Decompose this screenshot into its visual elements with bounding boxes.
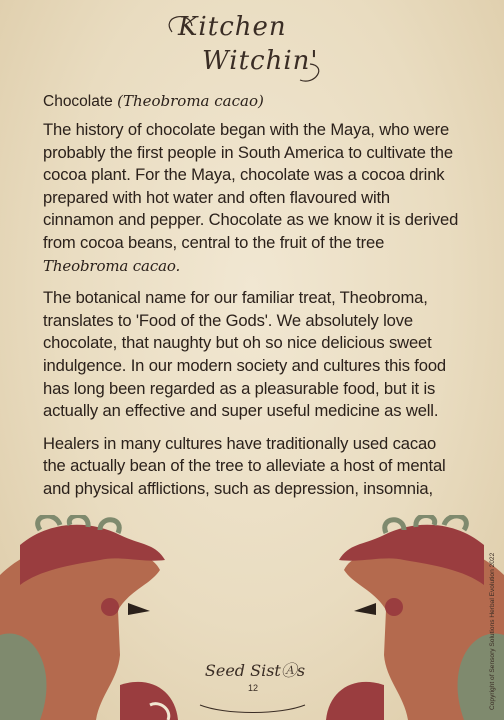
paragraph-1 xyxy=(43,119,463,277)
kitchen-witchin-logo xyxy=(150,6,350,88)
paragraph-2: The botanical name for our familiar treat, Theobroma, translates to 'Food of the Gods'. We absolutely love chocolate, that naughty but oh so nice delicious sweet indulgence. In our modern society and cultures this food has long been regarded as a pleasurable food, but it is actually an effective and super useful medicine as well. xyxy=(43,288,447,421)
left-mayan-figure xyxy=(0,516,178,720)
paragraph-1-text: The history of chocolate began with the Maya, who were probably the first people in South America to cultivate the cocoa plant. For the Maya, chocolate was a cocoa drink prepared with hot water and often flavoured with cinnamon and pepper. Chocolate as we know it is derived from cocoa beans, central to the fruit of the tree xyxy=(43,120,459,252)
logo-line-2: Witchin' xyxy=(202,46,319,76)
article-body xyxy=(43,90,463,511)
logo-line-1: Kitchen xyxy=(178,12,287,42)
copyright-notice: Copyright of Sensory Solutions Herbal Evolution 2022 xyxy=(489,552,496,710)
section-heading xyxy=(43,90,463,113)
paragraph-3: Healers in many cultures have traditionally used cacao the actually bean of the tree to alleviate a host of mental and physical afflictions, such as depression, insomnia, xyxy=(43,433,446,498)
page-number: 12 xyxy=(247,683,258,693)
heading-title: Chocolate xyxy=(43,93,113,110)
heading-latin-name: (Theobroma cacao) xyxy=(117,92,264,110)
brand-text: Seed Sist xyxy=(204,661,281,680)
brand-symbol: Ⓐs xyxy=(280,661,306,680)
right-mayan-figure xyxy=(326,516,504,720)
footer-wreath xyxy=(200,705,305,713)
seed-sistas-logo xyxy=(200,658,310,681)
paragraph-1-latin: Theobroma cacao. xyxy=(43,256,181,275)
